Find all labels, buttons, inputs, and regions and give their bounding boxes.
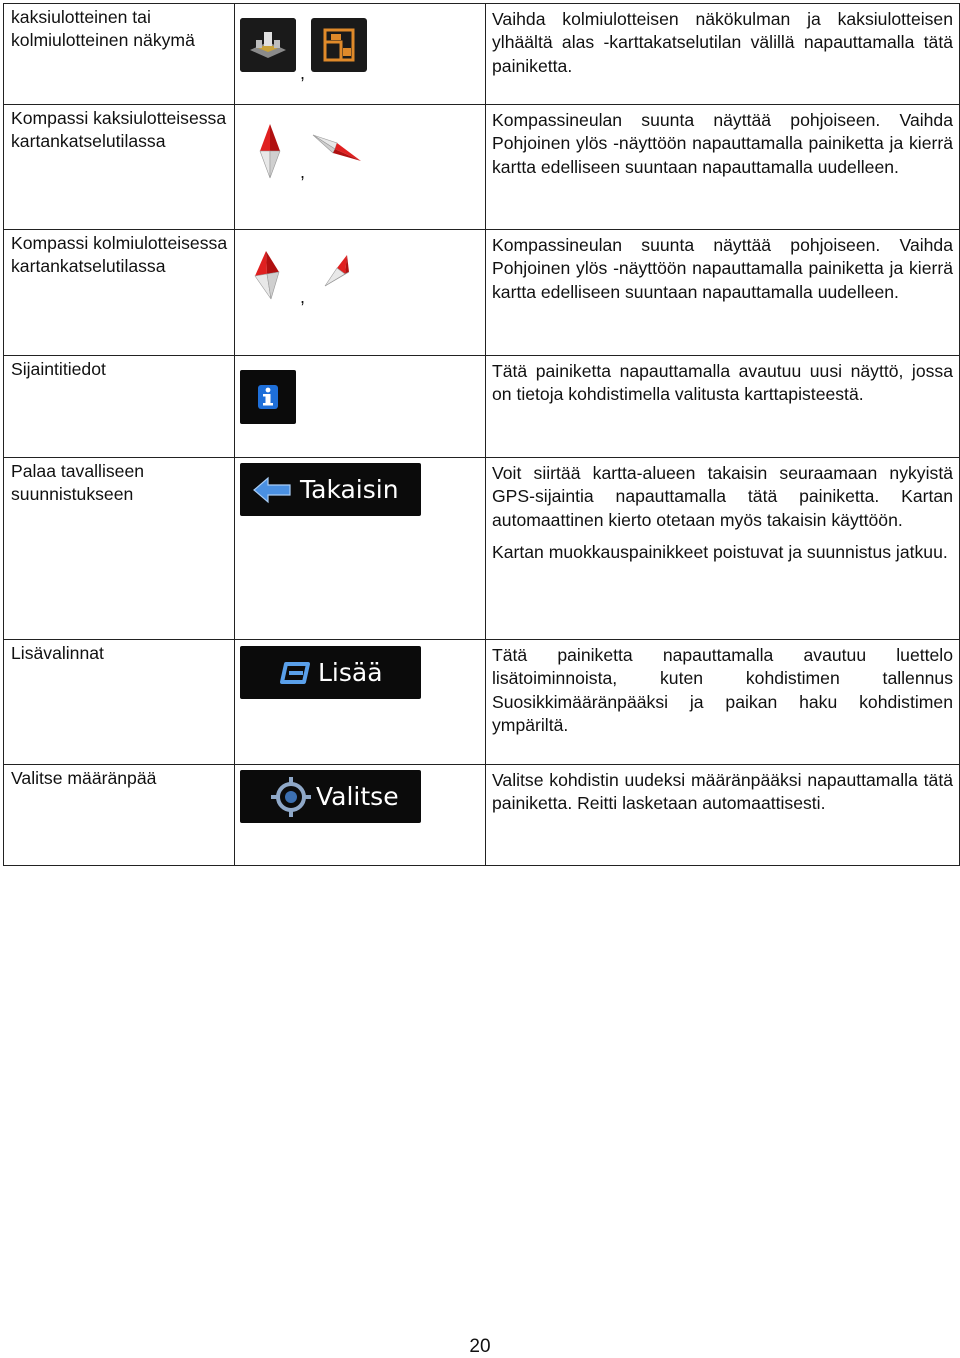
more-options-icon (280, 660, 312, 686)
feature-description (486, 230, 960, 356)
feature-name: Palaa tavalliseen suunnistukseen (4, 458, 235, 640)
table-row (4, 105, 960, 230)
2d-view-icon[interactable] (311, 18, 367, 72)
feature-icon-cell (235, 640, 486, 765)
icon-separator: , (300, 63, 306, 83)
feature-description (486, 105, 960, 230)
feature-name: Sijaintitiedot (4, 356, 235, 458)
select-destination-button[interactable] (240, 770, 421, 823)
description-text: Valitse kohdistin uudeksi määränpääksi napauttamalla tätä painiketta. Reitti lasketaan automaattisesti. (492, 770, 953, 814)
feature-icon-cell (235, 765, 486, 866)
feature-icon-cell (235, 458, 486, 640)
feature-description (486, 4, 960, 105)
table-row (4, 640, 960, 765)
feature-name: kaksiulotteinen tai kolmiulotteinen näkymä (4, 4, 235, 105)
back-button[interactable] (240, 463, 421, 516)
feature-name: Kompassi kaksiulotteisessa kartankatselutilassa (4, 105, 235, 230)
back-button-label: Takaisin (300, 474, 399, 504)
compass-rotated-icon[interactable] (311, 127, 363, 167)
description-text: Tätä painiketta napauttamalla avautuu luettelo lisätoiminnoista, kuten kohdistimen tallennus Suosikkimääränpääksi ja paikan haku kohdistimen ympäriltä. (492, 645, 953, 736)
select-button-label: Valitse (316, 781, 399, 811)
feature-table (3, 3, 960, 866)
back-arrow-icon (252, 475, 292, 505)
feature-name: Valitse määränpää (4, 765, 235, 866)
description-text: Kompassineulan suunta näyttää pohjoiseen. Vaihda Pohjoinen ylös -näyttöön napauttamalla painiketta ja kierrä kartta edelliseen suuntaan napauttamalla uudelleen. (492, 110, 953, 177)
more-options-button[interactable] (240, 646, 421, 699)
icon-separator: , (300, 287, 306, 307)
feature-icon-cell (235, 356, 486, 458)
description-text: Kartan muokkauspainikkeet poistuvat ja suunnistus jatkuu. (492, 542, 948, 563)
table-row (4, 765, 960, 866)
feature-name: Lisävalinnat (4, 640, 235, 765)
more-options-label: Lisää (318, 657, 383, 687)
3d-view-icon[interactable] (240, 18, 296, 72)
feature-icon-cell (235, 105, 486, 230)
description-text: Vaihda kolmiulotteisen näkökulman ja kaksiulotteisen ylhäältä alas -karttakatselutilan välillä napauttamalla tätä painiketta. (492, 9, 953, 76)
page-number: 20 (469, 1336, 491, 1357)
table-row (4, 356, 960, 458)
feature-icon-cell (235, 230, 486, 356)
icon-separator: , (300, 162, 306, 182)
description-text: Voit siirtää kartta-alueen takaisin seuraamaan nykyistä GPS-sijaintia napauttamalla tätä painiketta. Kartan automaattinen kierto otetaan myös takaisin käyttöön. (492, 463, 953, 530)
compass-3d-north-icon[interactable] (251, 250, 285, 300)
table-row (4, 458, 960, 640)
table-row (4, 4, 960, 105)
description-text: Tätä painiketta napauttamalla avautuu uusi näyttö, jossa on tietoja kohdistimella valitusta karttapisteestä. (492, 361, 953, 405)
description-text: Kompassineulan suunta näyttää pohjoiseen. Vaihda Pohjoinen ylös -näyttöön napauttamalla painiketta ja kierrä kartta edelliseen suuntaan napauttamalla uudelleen. (492, 235, 953, 302)
feature-description (486, 765, 960, 866)
table-row (4, 230, 960, 356)
info-icon[interactable] (240, 370, 296, 424)
compass-north-icon[interactable] (257, 123, 283, 179)
feature-description (486, 356, 960, 458)
feature-description (486, 640, 960, 765)
feature-name: Kompassi kolmiulotteisessa kartankatselutilassa (4, 230, 235, 356)
crosshair-target-icon (270, 776, 312, 818)
feature-icon-cell (235, 4, 486, 105)
compass-3d-tilted-icon[interactable] (323, 254, 351, 288)
feature-description (486, 458, 960, 640)
